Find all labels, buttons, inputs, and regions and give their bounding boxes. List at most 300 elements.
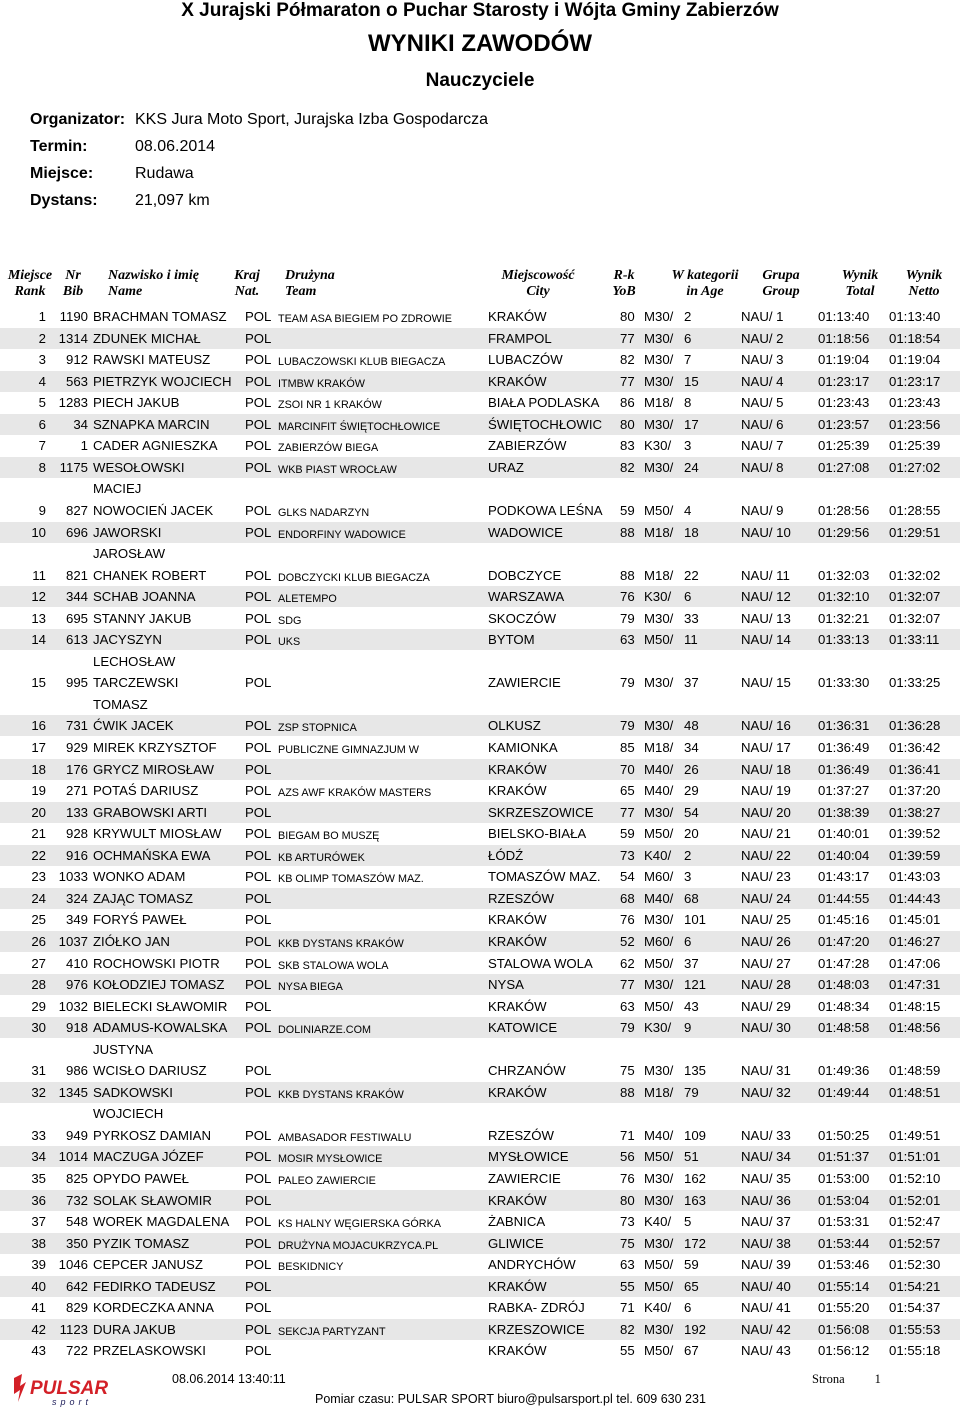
cell-bib: 732 [65,1192,88,1208]
cell-pos: 37 [684,675,699,691]
cell-rank: 26 [31,933,46,949]
cell-group: NAU/ 31 [741,1063,791,1079]
cell-yob: 80 [620,416,635,432]
cell-city: PODKOWA LEŚNA [488,502,603,518]
cell-nat: POL [245,373,272,389]
cell-netto: 01:47:06 [889,955,941,971]
cell-netto: 01:18:54 [889,330,941,346]
cell-rank: 1 [38,309,46,324]
cell-name: PYZIK TOMASZ [93,1235,190,1251]
cell-name: GRABOWSKI ARTI [93,804,208,820]
cell-pos: 163 [684,1192,707,1208]
cell-city: ZAWIERCIE [488,675,561,691]
cell-cat: M30/ [644,1321,674,1337]
cell-total: 01:37:27 [818,783,870,799]
results-title: WYNIKI ZAWODÓW [368,30,592,57]
cell-total: 01:47:20 [818,933,870,949]
cell-cat: M30/ [644,610,674,626]
cell-nat: POL [245,718,272,734]
cell-bib: 1033 [58,869,88,885]
cell-yob: 80 [620,1192,635,1208]
cell-name-continued: TOMASZ [93,696,148,712]
header-city: Miejscowość City [501,268,575,299]
cell-yob: 56 [620,1149,635,1165]
table-row [0,1254,960,1275]
cell-team: GLKS NADARZYN [278,506,370,519]
table-row [0,1017,960,1038]
cell-group: NAU/ 9 [741,502,784,518]
cell-total: 01:49:36 [818,1063,870,1079]
cell-total: 01:36:49 [818,740,870,755]
cell-nat: POL [245,459,272,475]
cell-nat: POL [245,352,272,368]
cell-pos: 6 [684,1300,692,1316]
cell-group: NAU/ 22 [741,847,791,863]
cell-pos: 22 [684,567,699,583]
cell-total: 01:48:03 [818,977,870,993]
cell-total: 01:32:21 [818,610,870,626]
cell-name: DURA JAKUB [93,1321,176,1337]
table-row [0,802,960,823]
cell-total: 01:50:25 [818,1127,870,1143]
cell-rank: 16 [31,718,46,734]
cell-cat: M40/ [644,890,674,906]
table-row [0,565,960,586]
cell-yob: 54 [620,869,635,885]
cell-team: NYSA BIEGA [278,981,343,994]
cell-netto: 01:48:15 [889,998,941,1014]
category-title: Nauczyciele [425,70,535,91]
cell-team: BIEGAM BO MUSZĘ [278,830,380,843]
cell-city: ŻABNICA [488,1214,546,1230]
footer [0,1368,960,1410]
cell-name: SCHAB JOANNA [93,589,196,605]
cell-total: 01:19:04 [818,352,870,368]
cell-rank: 37 [31,1214,46,1230]
cell-rank: 23 [31,869,46,885]
cell-bib: 133 [65,804,88,820]
cell-bib: 548 [65,1214,88,1230]
cell-bib: 928 [65,826,88,842]
cell-yob: 77 [620,977,635,993]
cell-city: MYSŁOWICE [488,1149,569,1165]
cell-yob: 88 [620,567,635,583]
cell-city: ZABIERZÓW [488,438,567,454]
cell-total: 01:53:46 [818,1257,870,1273]
cell-total: 01:25:39 [818,438,870,454]
cell-name: JACYSZYN [93,632,162,648]
cell-yob: 76 [620,912,635,928]
meta-value: 21,097 km [135,192,210,209]
cell-cat: M50/ [644,1343,674,1359]
cell-team: PUBLICZNE GIMNAZJUM W [278,744,419,756]
cell-bib: 176 [65,761,88,777]
cell-rank: 12 [31,589,46,605]
table-row [0,371,960,392]
cell-rank: 27 [31,955,46,971]
cell-nat: POL [245,1257,272,1273]
page-number: 1 [874,1372,881,1386]
cell-pos: 121 [684,977,707,993]
cell-total: 01:48:34 [818,998,870,1014]
cell-group: NAU/ 34 [741,1149,791,1165]
cell-bib: 1037 [58,933,88,949]
cell-cat: M30/ [644,718,674,734]
cell-group: NAU/ 37 [741,1214,791,1230]
cell-yob: 77 [620,373,635,389]
cell-rank: 24 [31,890,46,906]
cell-name: WESOŁOWSKI [93,459,185,475]
cell-group: NAU/ 28 [741,977,791,993]
cell-total: 01:32:10 [818,589,870,605]
table-header [0,268,960,304]
table-row [0,1082,960,1103]
cell-city: ZAWIERCIE [488,1171,561,1186]
cell-nat: POL [245,330,272,346]
cell-rank: 25 [31,912,46,928]
table-row [0,1319,960,1340]
cell-total: 01:55:14 [818,1278,870,1294]
cell-group: NAU/ 25 [741,912,791,928]
cell-name: ROCHOWSKI PIOTR [93,955,220,971]
cell-yob: 63 [620,1257,635,1273]
cell-bib: 271 [65,783,88,799]
cell-netto: 01:47:31 [889,977,941,993]
cell-group: NAU/ 17 [741,740,791,755]
cell-total: 01:33:30 [818,675,870,691]
cell-group: NAU/ 24 [741,890,791,906]
cell-city: GLIWICE [488,1235,544,1251]
cell-pos: 8 [684,395,692,411]
cell-pos: 18 [684,524,699,540]
table-row [0,629,960,650]
cell-total: 01:40:01 [818,826,870,842]
cell-netto: 01:33:11 [889,632,940,648]
cell-city: WADOWICE [488,524,563,540]
cell-pos: 20 [684,826,699,842]
cell-bib: 929 [65,740,88,755]
cell-city: OLKUSZ [488,718,541,734]
cell-city: KRAKÓW [488,1084,547,1100]
cell-cat: M40/ [644,783,674,799]
cell-netto: 01:45:01 [889,912,941,928]
cell-rank: 4 [38,373,46,389]
cell-name: SZNAPKA MARCIN [93,416,210,432]
cell-bib: 34 [73,416,88,432]
cell-rank: 30 [31,1020,46,1036]
cell-city: WARSZAWA [488,589,565,605]
cell-group: NAU/ 20 [741,804,791,820]
cell-rank: 32 [31,1084,46,1100]
cell-pos: 24 [684,459,699,475]
cell-yob: 82 [620,1321,635,1337]
cell-yob: 79 [620,1020,635,1036]
cell-rank: 10 [31,524,46,540]
cell-netto: 01:43:03 [889,869,941,885]
cell-yob: 73 [620,847,635,863]
cell-yob: 82 [620,459,635,475]
cell-team: PALEO ZAWIERCIE [278,1175,376,1187]
cell-cat: K40/ [644,847,672,863]
cell-total: 01:23:17 [818,373,870,389]
table-row [0,1190,960,1211]
cell-cat: K30/ [644,589,672,605]
cell-team: UKS [278,636,301,649]
cell-cat: M30/ [644,373,674,389]
cell-netto: 01:36:28 [889,718,941,734]
cell-rank: 2 [38,330,46,346]
cell-group: NAU/ 40 [741,1278,791,1294]
cell-city: ANDRYCHÓW [488,1257,576,1273]
cell-city: KATOWICE [488,1020,558,1036]
cell-total: 01:36:31 [818,718,870,734]
cell-name: SOLAK SŁAWOMIR [93,1192,212,1208]
cell-bib: 1345 [58,1084,88,1100]
cell-pos: 6 [684,330,692,346]
cell-pos: 101 [684,912,707,928]
cell-total: 01:43:17 [818,869,870,885]
cell-nat: POL [245,1278,272,1294]
cell-name: NOWOCIEŃ JACEK [93,502,214,518]
cell-bib: 918 [65,1020,88,1036]
cell-city: KRAKÓW [488,309,547,324]
cell-netto: 01:23:17 [889,373,941,389]
cell-total: 01:44:55 [818,890,870,906]
cell-pos: 5 [684,1214,692,1230]
cell-group: NAU/ 7 [741,438,784,454]
cell-rank: 21 [31,826,46,842]
cell-netto: 01:28:55 [889,502,941,518]
table-row [0,1168,960,1189]
cell-total: 01:29:56 [818,524,870,540]
cell-yob: 79 [620,675,635,691]
cell-nat: POL [245,933,272,949]
cell-nat: POL [245,675,272,691]
cell-team: DOLINIARZE.COM [278,1024,371,1037]
cell-bib: 912 [65,352,88,368]
cell-rank: 13 [31,610,46,626]
cell-total: 01:53:00 [818,1171,870,1186]
cell-nat: POL [245,524,272,540]
cell-team: KB OLIMP TOMASZÓW MAZ. [278,873,424,886]
cell-team: AMBASADOR FESTIWALU [278,1131,412,1144]
cell-yob: 88 [620,524,635,540]
cell-rank: 15 [31,675,46,691]
table-row-continuation [0,1039,960,1060]
cell-group: NAU/ 30 [741,1020,791,1036]
cell-netto: 01:55:18 [889,1343,941,1359]
cell-total: 01:53:04 [818,1192,870,1208]
header-bib: Nr Bib [62,268,84,299]
cell-cat: M30/ [644,330,674,346]
table-row [0,953,960,974]
table-row [0,392,960,413]
cell-cat: M30/ [644,352,674,368]
cell-name-continued: JUSTYNA [93,1041,154,1057]
cell-cat: M30/ [644,459,674,475]
cell-yob: 70 [620,761,635,777]
cell-rank: 7 [38,438,46,454]
table-row [0,974,960,995]
cell-bib: 613 [65,632,88,648]
cell-city: RABKA- ZDRÓJ [488,1300,585,1316]
cell-group: NAU/ 1 [741,309,784,324]
meta-value: Rudawa [135,165,194,182]
cell-name: WOREK MAGDALENA [93,1214,230,1230]
cell-total: 01:23:57 [818,416,870,432]
table-row [0,608,960,629]
cell-netto: 01:48:59 [889,1063,941,1079]
cell-netto: 01:52:47 [889,1214,941,1230]
cell-nat: POL [245,869,272,885]
cell-cat: M60/ [644,869,674,885]
cell-netto: 01:54:21 [889,1278,941,1294]
cell-nat: POL [245,826,272,842]
cell-name: STANNY JAKUB [93,610,192,626]
cell-city: KRAKÓW [488,912,547,928]
table-row-continuation [0,694,960,715]
cell-netto: 01:44:43 [889,890,941,906]
cell-bib: 324 [65,890,88,906]
cell-pos: 3 [684,438,692,454]
meta-value: KKS Jura Moto Sport, Jurajska Izba Gospodarcza [135,111,489,128]
cell-cat: M18/ [644,567,674,583]
cell-group: NAU/ 8 [741,459,784,475]
cell-pos: 48 [684,718,699,734]
cell-cat: M50/ [644,955,674,971]
cell-nat: POL [245,1084,272,1100]
cell-city: SKOCZÓW [488,610,557,626]
cell-nat: POL [245,977,272,993]
cell-cat: M50/ [644,998,674,1014]
cell-cat: M30/ [644,912,674,928]
cell-name: POTAŚ DARIUSZ [93,783,199,799]
cell-team: MARCINFIT ŚWIĘTOCHŁOWICE [278,420,441,433]
table-row [0,414,960,435]
pulsar-sport-logo [12,1372,112,1408]
cell-team: ALETEMPO [278,593,337,606]
table-row-continuation [0,1103,960,1124]
cell-total: 01:28:56 [818,502,870,518]
cell-cat: K40/ [644,1214,672,1230]
cell-city: KRZESZOWICE [488,1321,585,1337]
cell-yob: 59 [620,826,635,842]
cell-yob: 76 [620,589,635,605]
cell-cat: M50/ [644,632,674,648]
cell-group: NAU/ 4 [741,373,784,389]
cell-netto: 01:37:20 [889,783,941,799]
cell-total: 01:32:03 [818,567,870,583]
cell-name: ĆWIK JACEK [93,718,174,734]
cell-group: NAU/ 33 [741,1127,791,1143]
cell-total: 01:45:16 [818,912,870,928]
cell-name: GRYCZ MIROSŁAW [93,761,214,777]
cell-bib: 696 [65,524,88,540]
cell-cat: M18/ [644,524,674,540]
cell-group: NAU/ 39 [741,1257,791,1273]
cell-bib: 410 [65,955,88,971]
cell-city: BYTOM [488,632,535,648]
cell-cat: M40/ [644,1127,674,1143]
cell-total: 01:47:28 [818,955,870,971]
cell-group: NAU/ 23 [741,869,791,885]
cell-nat: POL [245,1020,272,1036]
cell-team: DRUŻYNA MOJACUKRZYCA.PL [278,1239,439,1252]
table-row [0,1297,960,1318]
cell-name-continued: MACIEJ [93,481,142,497]
cell-name: OPYDO PAWEŁ [93,1171,189,1186]
cell-nat: POL [245,1063,272,1079]
cell-cat: M30/ [644,977,674,993]
cell-name: ZIÓŁKO JAN [93,933,170,949]
table-row [0,737,960,758]
cell-cat: K30/ [644,1020,672,1036]
cell-rank: 39 [31,1257,46,1273]
cell-rank: 42 [31,1321,46,1337]
cell-team: TEAM ASA BIEGIEM PO ZDROWIE [278,313,452,325]
cell-pos: 7 [684,352,692,368]
table-row [0,672,960,693]
cell-pos: 6 [684,589,692,605]
cell-pos: 2 [684,309,692,324]
cell-yob: 88 [620,1084,635,1100]
table-row [0,866,960,887]
header-age-category: W kategorii in Age [671,268,739,299]
cell-bib: 995 [65,675,88,691]
cell-group: NAU/ 15 [741,675,791,691]
cell-rank: 19 [31,783,46,799]
header-yob: R-k YoB [612,268,636,299]
cell-yob: 80 [620,309,635,324]
cell-total: 01:51:37 [818,1149,870,1165]
cell-rank: 38 [31,1235,46,1251]
cell-yob: 71 [620,1127,635,1143]
cell-city: KRAKÓW [488,373,547,389]
cell-rank: 8 [38,459,46,475]
cell-team: AZS AWF KRAKÓW MASTERS [278,787,432,800]
cell-city: RZESZÓW [488,890,554,906]
cell-name: FORYŚ PAWEŁ [93,912,187,928]
cell-team: WKB PIAST WROCŁAW [278,463,397,476]
cell-rank: 20 [31,804,46,820]
cell-pos: 29 [684,783,699,799]
cell-bib: 1314 [58,330,88,346]
cell-nat: POL [245,1171,272,1186]
cell-nat: POL [245,1127,272,1143]
cell-netto: 01:46:27 [889,933,941,949]
table-row [0,1211,960,1232]
cell-team: ENDORFINY WADOWICE [278,528,406,541]
cell-total: 01:27:08 [818,459,870,475]
cell-netto: 01:49:51 [889,1127,941,1143]
cell-bib: 821 [65,567,88,583]
cell-nat: POL [245,1149,272,1165]
cell-nat: POL [245,783,272,799]
cell-yob: 75 [620,1235,635,1251]
cell-nat: POL [245,998,272,1014]
cell-bib: 1175 [59,459,88,475]
cell-pos: 33 [684,610,699,626]
cell-rank: 36 [31,1192,46,1208]
cell-yob: 85 [620,740,635,755]
cell-yob: 73 [620,1214,635,1230]
cell-group: NAU/ 19 [741,783,791,799]
table-row [0,1146,960,1167]
table-row [0,780,960,801]
cell-cat: M30/ [644,675,674,691]
cell-yob: 82 [620,352,635,368]
cell-nat: POL [245,1214,272,1230]
